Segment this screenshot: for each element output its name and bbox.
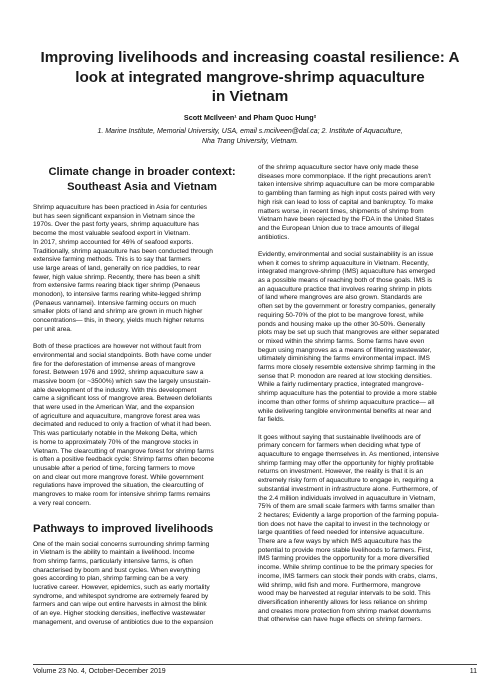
text-line: on and clear out more mangrove forest. While government xyxy=(33,473,204,481)
left-paragraphs xyxy=(33,204,251,509)
text-line: large quantities of feed needed for intensive aquaculture. xyxy=(258,529,425,537)
text-line: of land where mangroves are also grown. Standards are xyxy=(258,294,423,302)
text-line: monodon), to intensive farms rearing white-legged shrimp xyxy=(33,291,202,299)
text-line: diversification inherently allows for less reliance on shrimp xyxy=(258,598,428,606)
text-line: smaller plots of land and shrimp are grown in much higher xyxy=(33,308,203,316)
text-line: farms more closely resemble extensive shrimp farming in the xyxy=(258,364,436,372)
text-line: from shrimp farms, particularly intensive farms, is often xyxy=(33,557,193,565)
text-line: (Penaeus vannamei). Intensive farming occurs on much xyxy=(33,299,197,307)
text-line: the 2.4 million individuals involved in aquaculture in Vietnam, xyxy=(258,494,436,502)
text-line: far fields. xyxy=(258,416,285,424)
text-line: an aquaculture practice that involves rearing shrimp in plots xyxy=(258,285,432,293)
text-line: This was particularly notable in the Mekong Delta, which xyxy=(33,430,198,438)
text-line: substantial investment in infrastructure alone. Furthermore, of xyxy=(258,485,438,493)
text-line: Traditionally, shrimp aquaculture has been conducted through xyxy=(33,247,213,255)
title-line: in Vietnam xyxy=(211,88,289,105)
text-line: of the shrimp aquaculture sector have only made these xyxy=(258,164,419,171)
text-line: IMS farming provides the opportunity for a more diversified xyxy=(258,555,430,563)
text-line: sense that P. monodon are reared at low stocking densities. xyxy=(258,372,432,380)
text-line: wood may be harvested at regular intervals to be sold. This xyxy=(258,590,431,598)
text-line: Both of these practices are however not without fault from xyxy=(33,343,202,351)
text-line: syndrome, and whitespot syndrome are extremely feared by xyxy=(33,592,209,600)
section-heading-climate: Climate change in broader context: xyxy=(48,166,236,178)
text-line: from extensive farms rearing black tiger shrimp (Penaeus xyxy=(33,282,201,290)
text-line: plots may be set up such that mangroves are either separated xyxy=(258,329,440,337)
text-line: in Vietnam is the ability to maintain a livelihood. Income xyxy=(33,549,195,557)
text-line: fewer, high value shrimp. Recently, there has been a shift xyxy=(33,273,201,281)
text-line: There are a few ways by which IMS aquaculture has the xyxy=(258,538,422,546)
text-line: matters worse, in recent times, shipments of shrimp from xyxy=(258,207,424,215)
text-line: aquaculture to engage themselves in. As mentioned, intensive xyxy=(258,450,440,458)
text-line: farmers and can wipe out entire harvests in almost the blink xyxy=(33,601,207,609)
text-line: integrated mangrove-shrimp (IMS) aquaculture has emerged xyxy=(258,268,436,276)
text-line: often set by the government or forestry companies, generally xyxy=(258,303,436,311)
text-line: regulations have improved the situation, the clearcutting of xyxy=(33,482,204,490)
text-line: taken intensive shrimp aquaculture can be more comparable xyxy=(258,181,435,189)
text-line: Vietnam have been rejected by the FDA in the United States xyxy=(258,216,434,224)
text-line: shrimp aquaculture has the potential to provide a more stable xyxy=(258,390,437,398)
text-line: lucrative career. However, epidemics, such as early mortality xyxy=(33,584,210,592)
text-line: Evidently, environmental and social sustainability is an issue xyxy=(258,250,434,258)
text-line: massive boom (or ~3500%) which saw the largely unsustain- xyxy=(33,377,211,385)
paragraph xyxy=(33,541,251,628)
text-line: a very real concern. xyxy=(33,499,91,507)
section-subheading-southeast-asia: Southeast Asia and Vietnam xyxy=(67,181,217,193)
text-line: characterised by boom and bust cycles. When everything xyxy=(33,566,201,574)
text-line: is often a positive feedback cycle: Shrimp farms often become xyxy=(33,456,215,464)
text-line: Shrimp aquaculture has been practiced in Asia for centuries xyxy=(33,204,208,211)
text-line: antibiotics. xyxy=(258,233,290,241)
text-line: is home to approximately 70% of the mangrove stocks in xyxy=(33,438,199,446)
text-line: able development of the industry. With this development xyxy=(33,386,197,394)
text-line: 75% of them are small scale farmers with farms smaller than xyxy=(258,503,435,511)
text-line: It goes without saying that sustainable livelihoods are of xyxy=(258,433,421,441)
text-line: unusable after a period of time, forcing farmers to move xyxy=(33,464,195,472)
title-line: Improving livelihoods and increasing coastal resilience: A xyxy=(40,49,460,66)
paragraph xyxy=(258,164,476,242)
text-line: while delivering tangible environmental benefits at near and xyxy=(258,407,432,415)
text-line: but has seen significant expansion in Vietnam since the xyxy=(33,212,195,220)
paragraph xyxy=(258,251,476,425)
text-line: per unit area. xyxy=(33,325,72,333)
affiliation-line: Nha Trang University, Vietnam. xyxy=(201,138,299,145)
text-line: ultimately diminishing the farms environmental impact. IMS xyxy=(258,355,430,363)
section-heading-pathways: Pathways to improved livelihoods xyxy=(33,522,214,535)
text-line: when it comes to shrimp aquaculture in Vietnam. Recently, xyxy=(258,259,429,267)
paragraph xyxy=(33,204,251,335)
page-number: 11 xyxy=(469,668,477,675)
text-line: returns on investment. However, the reality is that it is an xyxy=(258,468,424,476)
text-line: mangroves to make room for intensive shrimp farms remains xyxy=(33,491,211,499)
text-line: of an eye. Higher stocking densities, ineffective wastewater xyxy=(33,610,206,618)
text-line: use large areas of land, generally on rice paddies, to rear xyxy=(33,264,200,272)
paragraph xyxy=(33,343,251,508)
text-line: shrimp farming may offer the opportunity for highly profitable xyxy=(258,459,434,467)
text-line: to gambling than farming as high input costs paired with very xyxy=(258,190,436,198)
text-line: that were used in the American War, and the expansion xyxy=(33,404,195,412)
footer-issue: Volume 23 No. 4, October-December 2019 xyxy=(33,668,166,675)
text-line: high risk can lead to loss of capital and bankruptcy. To make xyxy=(258,198,434,206)
right-column xyxy=(258,164,476,634)
right-paragraphs xyxy=(258,164,476,625)
text-line: ponds and housing make up the other 30-50%. Generally xyxy=(258,320,426,328)
text-line: management, and overuse of antibiotics due to the expansion xyxy=(33,618,213,626)
text-line: forest. Between 1976 and 1992, shrimp aquaculture saw a xyxy=(33,369,204,377)
affiliation-line: 1. Marine Institute, Memorial University, USA, email s.mcilveen@dal.ca; 2. Institute of Aquaculture, xyxy=(97,128,403,135)
text-line: income than other forms of shrimp aquaculture practice— all xyxy=(258,398,435,406)
text-line: extensive farming methods. This is to say that farmers xyxy=(33,256,191,264)
text-line: of agriculture and aquaculture, mangrove forest area was xyxy=(33,412,201,420)
text-line: In 2017, shrimp accounted for 46% of seafood exports. xyxy=(33,238,194,246)
text-line: 2 hectares; Evidently a large proportion of the farming popula- xyxy=(258,511,439,519)
text-line: requiring 50-70% of the plot to be mangrove forest, while xyxy=(258,311,424,319)
text-line: and creates more protection from shrimp market downturns xyxy=(258,607,431,615)
text-line: wild shrimp, wild fish and more. Furthermore, mangrove xyxy=(258,581,421,589)
left-paragraphs-2 xyxy=(33,541,251,628)
title-line: look at integrated mangrove-shrimp aquaculture xyxy=(75,68,425,86)
text-line: 1970s. Over the past forty years, shrimp aquaculture has xyxy=(33,221,200,229)
left-column xyxy=(33,165,251,636)
text-line: environmental and social standpoints. Both have come under xyxy=(33,351,212,359)
text-line: concentrations— this, in theory, yields much higher returns xyxy=(33,317,205,325)
text-line: or mixed within the shrimp farms. Some farms have even xyxy=(258,337,425,345)
text-line: become the most valuable seafood export in Vietnam. xyxy=(33,230,191,238)
text-line: as a possible means of reaching both of those goals. IMS is xyxy=(258,277,433,285)
text-line: One of the main social concerns surrounding shrimp farming xyxy=(33,540,210,548)
text-line: that otherwise can have huge effects on shrimp farmers. xyxy=(258,616,423,624)
text-line: came a significant loss of mangrove area. Between defoliants xyxy=(33,395,213,403)
text-line: and the European Union due to trace amounts of illegal xyxy=(258,224,420,232)
text-line: fire for the deforestation of immense areas of mangrove xyxy=(33,360,196,368)
text-line: primary concern for farmers when deciding what type of xyxy=(258,442,421,450)
text-line: income. While shrimp continue to be the primary species for xyxy=(258,564,433,572)
affiliations xyxy=(0,127,500,147)
text-line: potential to provide more stable livelihoods to farmers. First, xyxy=(258,546,433,554)
text-line: tion does not have the capital to invest in the technology or xyxy=(258,520,430,528)
article-title xyxy=(20,48,480,107)
footer-rule xyxy=(33,664,477,665)
text-line: diseases more commonplace. If the right precautions aren't xyxy=(258,172,431,180)
text-line: While a fairly rudimentary practice, integrated mangrove- xyxy=(258,381,424,389)
text-line: income, IMS farmers can stock their ponds with crabs, clams, xyxy=(258,572,438,580)
text-line: begun using mangroves as a means of filtering wastewater, xyxy=(258,346,432,354)
text-line: Vietnam. The clearcutting of mangrove forest for shrimp farms xyxy=(33,447,214,455)
text-line: decimated and reduced to only a fraction of what it had been. xyxy=(33,421,212,429)
author-line: Scott McIlveen¹ and Pham Quoc Hung² xyxy=(183,113,317,122)
text-line: goes according to plan, shrimp farming can be a very xyxy=(33,575,189,583)
text-line: extremely risky form of aquaculture to engage in, requiring a xyxy=(258,477,434,485)
paragraph xyxy=(258,434,476,625)
